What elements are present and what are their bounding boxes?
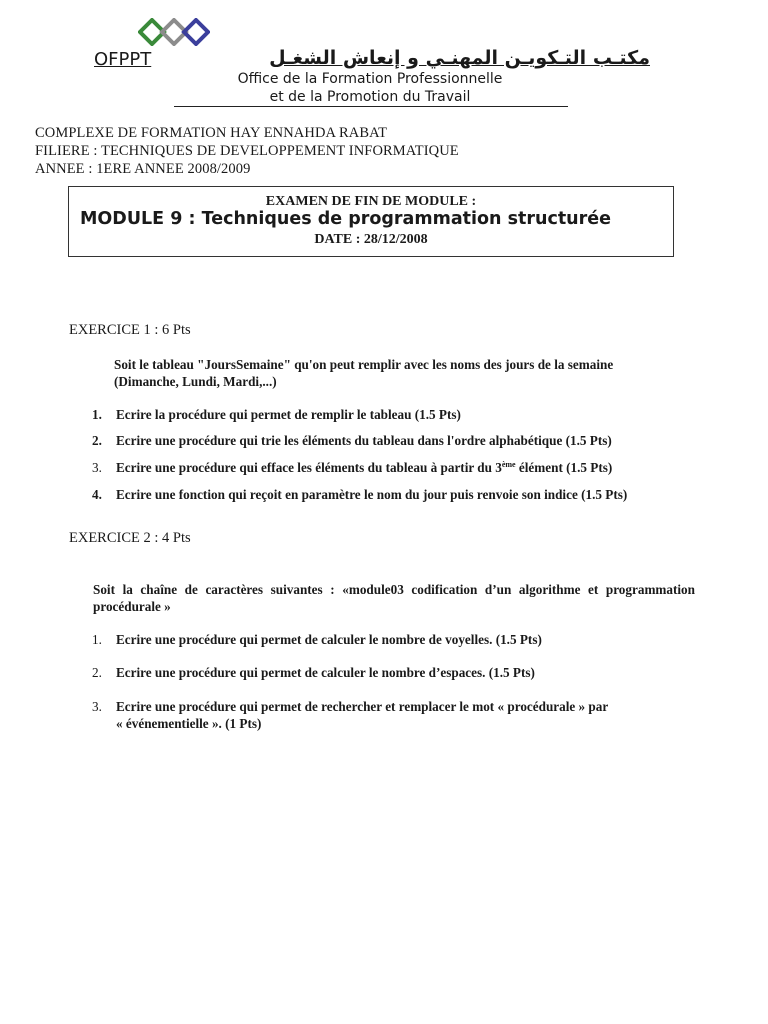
header-organization-line bbox=[94, 49, 654, 73]
filiere-line: FILIERE : TECHNIQUES DE DEVELOPPEMENT INFORMATIQUE bbox=[35, 143, 459, 159]
question-text: Ecrire une procédure qui permet de calculer le nombre de voyelles. (1.5 Pts) bbox=[116, 632, 542, 647]
exam-title: EXAMEN DE FIN DE MODULE : bbox=[265, 194, 477, 209]
question-number: 2. bbox=[92, 433, 102, 448]
exercise2-title: EXERCICE 2 : 4 Pts bbox=[69, 530, 191, 546]
question-text: Ecrire une procédure qui trie les éléments du tableau dans l'ordre alphabétique (1.5 Pts) bbox=[116, 433, 612, 448]
question-text-part: Ecrire une procédure qui efface les éléments du tableau à partir du 3 bbox=[116, 460, 502, 475]
question-number: 4. bbox=[92, 487, 102, 502]
arabic-organization-name: مكتـب التـكويـن المهنـي و إنعاش الشغـل bbox=[269, 47, 650, 69]
question-number: 3. bbox=[92, 460, 102, 475]
office-name-line2: et de la Promotion du Travail bbox=[269, 89, 471, 105]
exercise1-title: EXERCICE 1 : 6 Pts bbox=[69, 322, 191, 338]
exam-date: DATE : 28/12/2008 bbox=[314, 232, 428, 247]
question-text bbox=[116, 459, 612, 476]
question-number: 2. bbox=[92, 665, 102, 680]
question-text-line1: Ecrire une procédure qui permet de rechercher et remplacer le mot « procédurale » par bbox=[116, 699, 609, 714]
ofppt-logo bbox=[138, 18, 210, 46]
exercise1-intro: Soit le tableau "JoursSemaine" qu'on peut remplir avec les noms des jours de la semaine (Dimanche, Lundi, Mardi,...) bbox=[114, 357, 614, 389]
complexe-line: COMPLEXE DE FORMATION HAY ENNAHDA RABAT bbox=[35, 125, 388, 141]
ofppt-acronym: OFPPT bbox=[94, 49, 152, 70]
question-text: Ecrire la procédure qui permet de remplir le tableau (1.5 Pts) bbox=[116, 407, 461, 422]
exam-header-box bbox=[68, 186, 674, 257]
annee-line: ANNEE : 1ERE ANNEE 2008/2009 bbox=[35, 161, 251, 177]
question-number: 1. bbox=[92, 407, 102, 422]
question-text-line2: « événementielle ». (1 Pts) bbox=[116, 716, 262, 731]
header-divider bbox=[174, 106, 568, 107]
module-title: MODULE 9 : Techniques de programmation structurée bbox=[80, 209, 612, 229]
question-text-part: élément (1.5 Pts) bbox=[515, 460, 613, 475]
question-text bbox=[116, 698, 608, 732]
ordinal-superscript: ème bbox=[501, 460, 516, 469]
question-number: 1. bbox=[92, 632, 102, 647]
question-text: Ecrire une procédure qui permet de calculer le nombre d’espaces. (1.5 Pts) bbox=[116, 665, 535, 680]
office-name-line1: Office de la Formation Professionnelle bbox=[237, 71, 503, 87]
exercise2-intro: Soit la chaîne de caractères suivantes : «module03 codification d’un algorithme et programmation procédurale » bbox=[93, 582, 695, 614]
question-number: 3. bbox=[92, 699, 102, 714]
question-text: Ecrire une fonction qui reçoit en paramètre le nom du jour puis renvoie son indice (1.5 Pts) bbox=[116, 487, 628, 502]
